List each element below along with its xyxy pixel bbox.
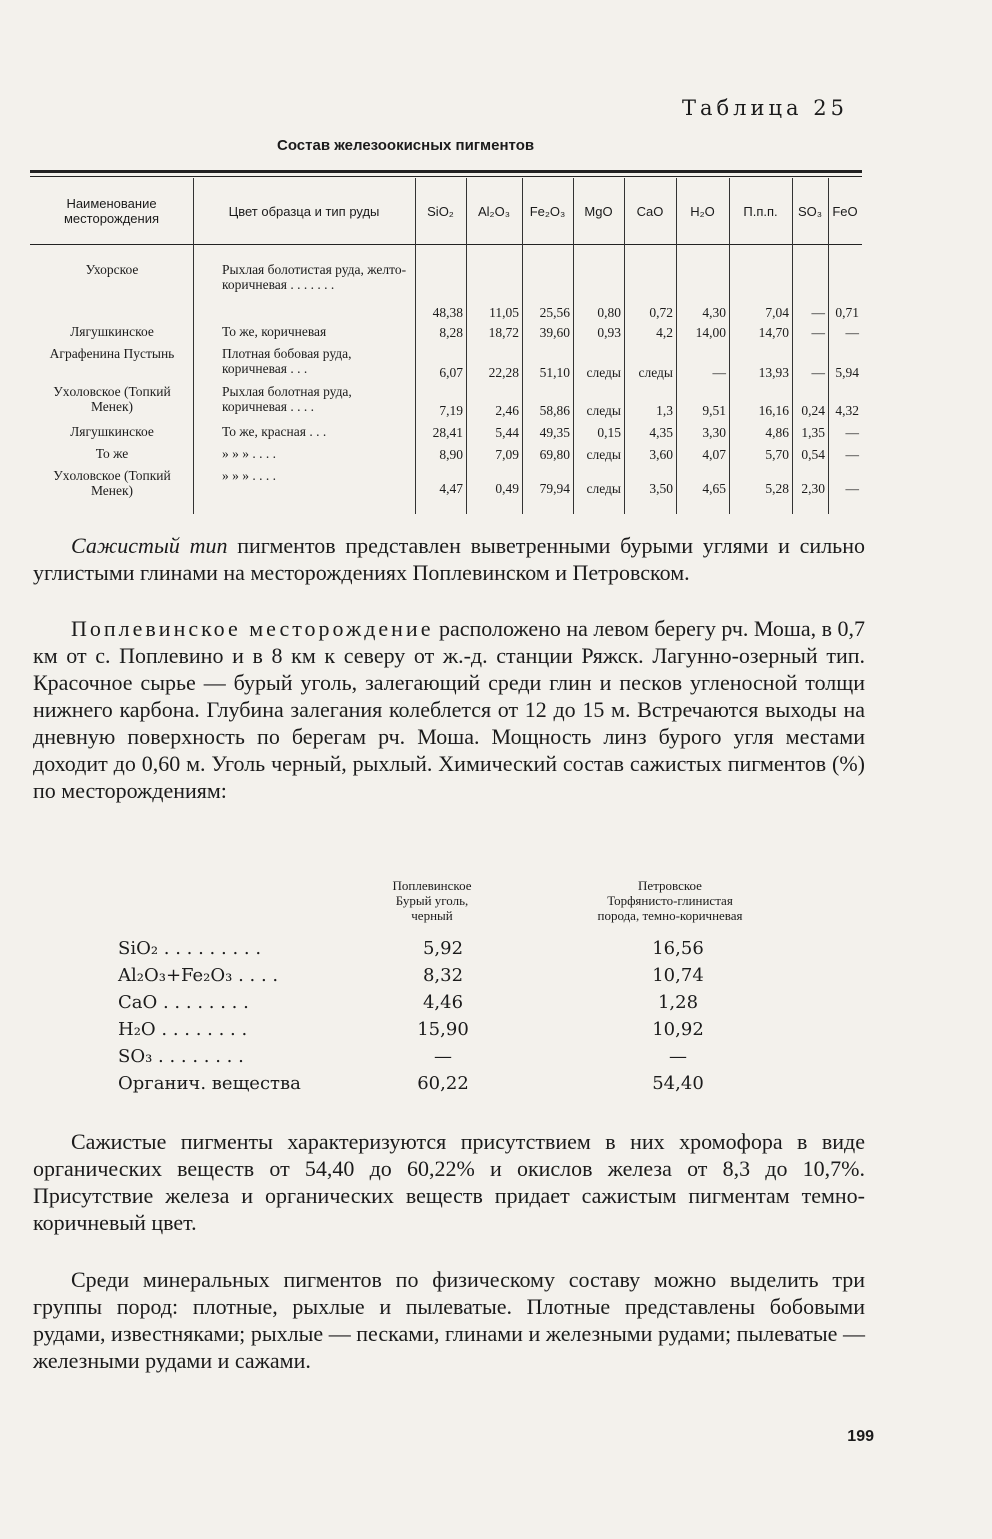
table-value: 2,46 [495, 403, 519, 418]
composition-row [118, 1019, 718, 1047]
table-value: 9,51 [702, 403, 726, 418]
table-value: 48,38 [432, 305, 463, 320]
table-header-cell: FeO [832, 203, 858, 219]
paragraph-text: Сажистые пигменты характеризуются присутствием в них хромофора в виде органических веществ от 54,40 до 60,22% и окислов железа от 8,3 до 10,7%. Присутствие железа и органических веществ придает сажистым пигментам темно-коричневый цвет. [33, 1129, 865, 1235]
table-value: 3,50 [649, 481, 673, 496]
table-header-cell: SiO₂ [427, 203, 454, 219]
paragraph-soot-type [33, 532, 865, 586]
header-line: Поплевинское [392, 878, 472, 893]
table-header-cell: MgO [584, 203, 613, 219]
paragraph-poplevino [33, 615, 865, 804]
table-value: 0,71 [835, 305, 859, 320]
table-value: 5,44 [495, 425, 519, 440]
header-line: Бурый уголь, [395, 893, 469, 908]
table-value: 69,80 [539, 447, 570, 462]
composition-row [118, 938, 718, 966]
table-value: 22,28 [488, 365, 519, 380]
table-value: 8,28 [439, 325, 463, 340]
table-header-cell: Fe₂O₃ [529, 203, 566, 219]
paragraph-text: пигментов представлен выветренными бурыми углями и сильно углистыми глинами на месторождениях Поплевинском и Петровском. [33, 533, 865, 585]
table-value: 6,07 [439, 365, 463, 380]
table-title: Состав железоокисных пигментов [277, 137, 535, 154]
composition-row [118, 1073, 718, 1101]
table-top-rule-thin [30, 176, 862, 177]
table-value: 3,60 [649, 447, 673, 462]
sample-color: Рыхлая болотная руда, коричневая . . . . [222, 384, 352, 414]
deposit-name: Лягушкинское [70, 424, 154, 439]
table-value: 3,30 [702, 425, 726, 440]
table-value: 5,94 [835, 365, 859, 380]
page-number: 199 [847, 1428, 874, 1445]
composition-value-poplevino: 8,32 [422, 965, 464, 986]
table-value: 4,2 [656, 325, 673, 340]
deposit-name: Аграфенина Пустынь [49, 346, 175, 361]
composition-value-poplevino: 60,22 [417, 1073, 469, 1094]
table-value: 49,35 [539, 425, 570, 440]
sample-color: » » » . . . . [222, 468, 276, 483]
table-value: — [811, 365, 825, 380]
table-value: 4,32 [835, 403, 859, 418]
table-header-cell: Al₂O₃ [477, 203, 510, 219]
composition-row [118, 992, 718, 1020]
sample-color: Плотная бобовая руда, коричневая . . . [222, 346, 352, 376]
composition-label: CaO . . . . . . . . [118, 992, 249, 1013]
table-top-rule [30, 170, 862, 173]
composition-value-poplevino: — [434, 1046, 452, 1067]
composition-value-poplevino: 4,46 [422, 992, 464, 1013]
table-header-cell: Цвет образца и тип руды [228, 203, 380, 219]
table-value: 5,28 [765, 481, 789, 496]
table-value: 2,30 [801, 481, 825, 496]
table-value: следы [586, 365, 621, 380]
deposit-name: Ухорское [85, 262, 139, 277]
table-header-cell: SO₃ [797, 203, 823, 219]
table-value: 4,47 [439, 481, 463, 496]
table-value: 51,10 [539, 365, 570, 380]
deposit-name: То же [95, 446, 129, 461]
table-value: 0,49 [495, 481, 519, 496]
table-value: — [845, 325, 859, 340]
table-value: 4,86 [765, 425, 789, 440]
table-value: 13,93 [758, 365, 789, 380]
composition-col1-header [352, 878, 512, 923]
table-value: 4,65 [702, 481, 726, 496]
table-header-cell: H₂O [690, 203, 715, 219]
table-value: 14,70 [758, 325, 789, 340]
table-value: 8,90 [439, 447, 463, 462]
table-value: следы [586, 447, 621, 462]
table-header-cell: Наименование месторождения [63, 196, 159, 226]
sample-color: Рыхлая болотистая руда, желто-коричневая . . . . . . . [222, 262, 407, 292]
composition-col2-header [555, 878, 785, 923]
paragraph-text: расположено на левом берегу рч. Моша, в 0,7 км от с. Поплевино и в 8 км к северу от ж.-д. станции Ряжск. Лагунно-озерный тип. Красочное сырье — бурый уголь, залегающий среди глин и песков угленосной толщи нижнего карбона. Глубина залегания колеблется от 12 до 15 м. Встречаются выходы на дневную поверхность по берегам рч. Моша. Мощность линз бурого угля местами доходит до 0,60 м. Уголь черный, рыхлый. Химический состав сажистых пигментов (%) по месторождениям: [33, 616, 866, 803]
header-line: Петровское [638, 878, 702, 893]
header-line: черный [411, 908, 453, 923]
composition-value-petrovskoe: 16,56 [652, 938, 704, 959]
table-value: следы [586, 481, 621, 496]
table-value: 28,41 [432, 425, 463, 440]
table-value: 0,15 [597, 425, 621, 440]
table-value: — [845, 447, 859, 462]
table-value: 1,3 [656, 403, 673, 418]
composition-value-petrovskoe: 54,40 [652, 1073, 704, 1094]
paragraph-mineral-pigments [33, 1266, 865, 1374]
italic-term: Сажистый тип [71, 533, 228, 558]
table-value: 7,19 [439, 403, 463, 418]
paragraph-text: Среди минеральных пигментов по физическому составу можно выделить три группы пород: плотные, рыхлые и пылеватые. Плотные представлены бобовыми рудами, известняками; рыхлые — песками, глинами и железными рудами; пылеватые — железными рудами и сажами. [33, 1267, 865, 1373]
composition-value-poplevino: 5,92 [422, 938, 464, 959]
table-value: 7,04 [765, 305, 789, 320]
table-value: следы [586, 403, 621, 418]
composition-label: H₂O . . . . . . . . [118, 1019, 248, 1040]
table-value: 4,07 [702, 447, 726, 462]
spaced-term: Поплевинское месторождение [71, 616, 434, 641]
table-value: — [811, 325, 825, 340]
sample-color: То же, красная . . . [222, 424, 327, 439]
deposit-name: Уxоловское (Топкий Менек) [53, 468, 171, 498]
paragraph-soot-pigments [33, 1128, 865, 1236]
table-header-cell: П.п.п. [743, 203, 778, 219]
table-value: 58,86 [539, 403, 570, 418]
table-value: 79,94 [539, 481, 570, 496]
table-value: 0,93 [597, 325, 621, 340]
table-value: 0,24 [801, 403, 825, 418]
table-header-rule [30, 244, 862, 245]
header-line: Торфянисто-глинистая [607, 893, 733, 908]
table-value: 0,72 [649, 305, 673, 320]
table-value: 4,35 [649, 425, 673, 440]
composition-value-poplevino: 15,90 [417, 1019, 469, 1040]
composition-value-petrovskoe: — [669, 1046, 687, 1067]
sample-color: » » » . . . . [222, 446, 276, 461]
composition-label: SiO₂ . . . . . . . . . [118, 938, 262, 959]
composition-value-petrovskoe: 1,28 [657, 992, 699, 1013]
table-value: 14,00 [695, 325, 726, 340]
table-number: Таблица 25 [682, 96, 848, 120]
composition-label: Al₂O₃+Fe₂O₃ . . . . [118, 965, 279, 986]
deposit-name: Уxоловское (Топкий Менек) [53, 384, 171, 414]
table-value: 11,05 [489, 305, 519, 320]
composition-value-petrovskoe: 10,74 [652, 965, 704, 986]
table-value: — [811, 305, 825, 320]
table-value: 25,56 [539, 305, 570, 320]
table-value: 1,35 [801, 425, 825, 440]
composition-row [118, 1046, 718, 1074]
table-value: 39,60 [539, 325, 570, 340]
table-value: — [845, 425, 859, 440]
table-value: 7,09 [495, 447, 519, 462]
composition-value-petrovskoe: 10,92 [652, 1019, 704, 1040]
table-value: 0,54 [801, 447, 825, 462]
table-value: 5,70 [765, 447, 789, 462]
table-value: 0,80 [597, 305, 621, 320]
composition-label: Органич. вещества [118, 1073, 301, 1094]
header-line: порода, темно-коричневая [597, 908, 743, 923]
composition-label: SO₃ . . . . . . . . [118, 1046, 244, 1067]
table-value: 16,16 [758, 403, 789, 418]
table-value: следы [638, 365, 673, 380]
deposit-name: Лягушкинское [70, 324, 154, 339]
table-value: 18,72 [488, 325, 519, 340]
table-value: 4,30 [702, 305, 726, 320]
table-value: — [845, 481, 859, 496]
table-header-cell: CaO [636, 203, 664, 219]
sample-color: То же, коричневая [222, 324, 327, 339]
composition-row [118, 965, 718, 993]
table-column-rule [193, 178, 194, 514]
table-value: — [712, 365, 726, 380]
